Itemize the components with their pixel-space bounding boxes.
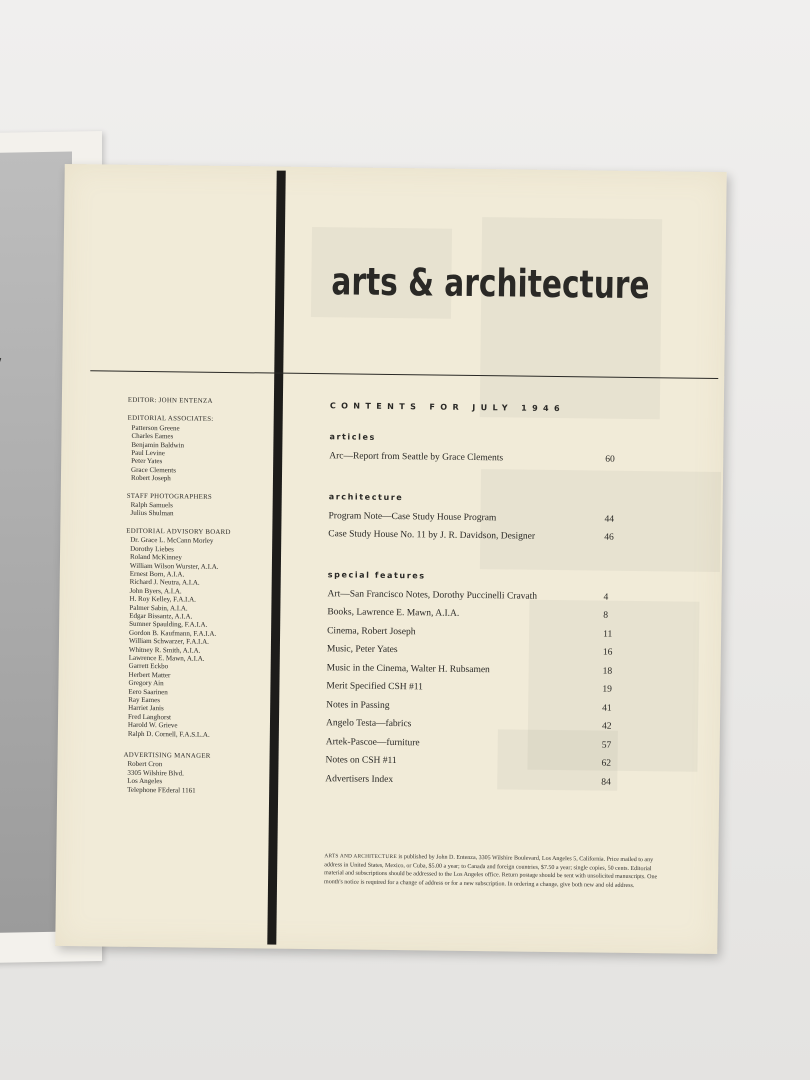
staff-name: Herbert Matter (128, 670, 171, 680)
staff-name: Harold W. Grieve (127, 721, 178, 730)
masthead: arts & architecture (331, 259, 650, 308)
staff-name: Benjamin Baldwin (131, 440, 185, 450)
section-heading: architecture (328, 491, 404, 502)
entry-title: Music, Peter Yates (326, 644, 398, 656)
entry-title: Merit Specified CSH #11 (326, 681, 423, 693)
advisory-list (124, 536, 266, 739)
entry-title: Music in the Cinema, Walter H. Rubsamen (326, 662, 490, 675)
staff-name: Ralph D. Cornell, F.A.S.L.A. (127, 729, 210, 739)
entry-title: Cinema, Robert Joseph (327, 625, 416, 637)
contents-block (325, 401, 630, 796)
staff-name: Patterson Greene (131, 423, 180, 433)
entry-title: Books, Lawrence E. Mawn, A.I.A. (327, 607, 460, 619)
entry-page-number: 41 (602, 703, 612, 714)
editor-line: EDITOR: JOHN ENTENZA (127, 396, 213, 405)
staff-name: Edgar Bissantz, A.I.A. (129, 611, 193, 621)
advertising-heading: ADVERTISING MANAGER (123, 751, 211, 760)
entry-title: Artek-Pascoe—furniture (325, 736, 420, 748)
advertising-list (123, 760, 263, 795)
staff-name: John Byers, A.I.A. (129, 586, 182, 596)
entry-title: Advertisers Index (325, 773, 394, 785)
staff-name: Roland McKinney (129, 552, 182, 562)
entry-page-number: 11 (603, 629, 613, 640)
staff-name: 3305 Wilshire Blvd. (127, 768, 184, 778)
staff-name: Gordon B. Kaufmann, F.A.I.A. (129, 628, 217, 638)
advisory-heading: EDITORIAL ADVISORY BOARD (126, 527, 231, 536)
contents-page (55, 164, 727, 954)
entry-title: Angelo Testa—fabrics (325, 718, 412, 730)
entry-title: Case Study House No. 11 by J. R. Davidson, Designer (328, 529, 536, 542)
staff-name: Lawrence E. Mawn, A.I.A. (128, 653, 205, 663)
publication-note (324, 852, 658, 890)
entry-page-number: 19 (602, 684, 612, 695)
staff-name: Gregory Ain (128, 678, 164, 688)
staff-name: Sumner Spaulding, F.A.I.A. (129, 620, 208, 630)
entry-page-number: 60 (605, 454, 615, 465)
staff-name: Palmer Sabin, A.I.A. (129, 603, 188, 613)
entry-page-number: 42 (601, 721, 612, 732)
entry-page-number: 57 (601, 740, 612, 751)
staff-name: Whitney R. Smith, A.I.A. (128, 645, 201, 655)
contents-title: CONTENTS FOR JULY 1946 (329, 401, 566, 414)
staff-name: Ralph Samuels (130, 500, 173, 510)
section-heading: special features (327, 569, 426, 580)
contents-entry (328, 529, 628, 551)
entry-page-number: 44 (604, 514, 615, 525)
staff-column (123, 397, 268, 806)
staff-name: Richard J. Neutra, A.I.A. (129, 578, 200, 587)
staff-name: Ray Eames (128, 695, 160, 705)
photographers-list (126, 501, 266, 520)
staff-name: Robert Joseph (130, 474, 171, 483)
entry-page-number: 84 (601, 777, 611, 788)
show-through-2 (480, 217, 662, 419)
entry-page-number: 18 (602, 666, 613, 677)
entry-title: Notes on CSH #11 (325, 755, 397, 767)
entry-page-number: 8 (603, 610, 609, 621)
staff-name: Fred Langhorst (128, 712, 172, 722)
staff-name: Garrett Eckbo (128, 662, 169, 671)
associates-heading: EDITORIAL ASSOCIATES: (127, 415, 214, 424)
contents-entry (325, 774, 625, 796)
staff-name: Harriet Janis (128, 704, 164, 713)
staff-name: Paul Levine (131, 448, 165, 458)
contents-sections (325, 432, 629, 796)
entry-title: Art—San Francisco Notes, Dorothy Puccinelli Cravath (327, 588, 538, 602)
contents-entry (329, 451, 629, 473)
entry-title: Notes in Passing (326, 699, 390, 711)
staff-name: Telephone FEderal 1161 (127, 785, 196, 795)
entry-page-number: 62 (601, 758, 612, 769)
staff-name: William Schwarzer, F.A.I.A. (128, 636, 209, 646)
entry-page-number: 16 (602, 647, 613, 658)
staff-name: Eero Saarinen (128, 687, 168, 696)
staff-name: William Wilson Wurster, A.I.A. (129, 561, 219, 571)
staff-name: Dr. Grace L. McCann Morley (130, 536, 214, 546)
publication-note-lead: ARTS AND ARCHITECTURE (324, 853, 397, 861)
publication-note-text: is published by John D. Entenza, 3305 Wilshire Boulevard, Los Angeles 5, California. Price mailed to any address in United States, Mexico, or Cuba, $5.00 a year; to Canada and foreign countries, $7.50 a year; single copies, 50 cents. Editorial material and subscriptions should be addressed to the Los Angeles office. Return postage should be sent with unsolicited manuscripts. One month's notice is required for a change of address or for a new subscription. In ordering a change, give both new and old address. (324, 854, 658, 889)
entry-page-number: 4 (603, 592, 609, 603)
staff-name: Peter Yates (131, 457, 163, 466)
staff-name: H. Roy Kelley, F.A.I.A. (129, 594, 196, 604)
staff-name: Los Angeles (127, 777, 163, 786)
staff-name: Robert Cron (127, 760, 163, 769)
staff-name: Grace Clements (131, 465, 177, 475)
entry-page-number: 46 (604, 532, 614, 543)
entry-title: Arc—Report from Seattle by Grace Clements (329, 451, 504, 464)
photographers-heading: STAFF PHOTOGRAPHERS (126, 492, 213, 501)
associates-list (127, 424, 268, 485)
staff-name: Charles Eames (131, 432, 174, 441)
entry-title: Program Note—Case Study House Program (328, 510, 497, 523)
staff-name: Dorothy Liebes (130, 544, 174, 554)
vertical-rule (267, 171, 285, 945)
section-heading: articles (329, 432, 376, 442)
staff-name: Ernest Born, A.I.A. (129, 569, 185, 579)
staff-name: Julius Shulman (130, 509, 174, 518)
